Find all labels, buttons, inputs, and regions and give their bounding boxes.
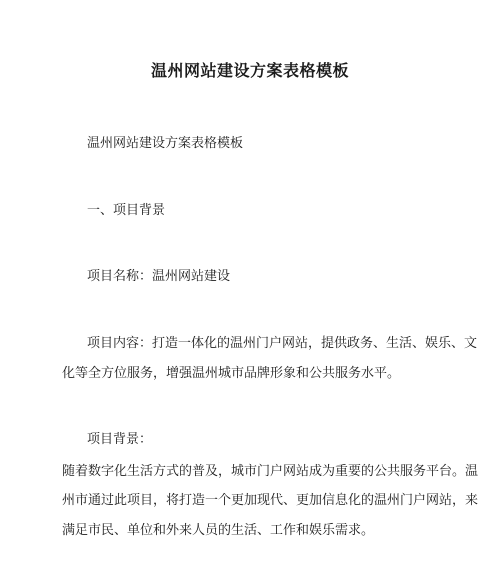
background-line-3: 满足市民、单位和外来人员的生活、工作和娱乐需求。 (62, 523, 375, 538)
project-content-line-2: 化等全方位服务，增强温州城市品牌形象和公共服务水平。 (62, 366, 401, 381)
background-line-2: 州市通过此项目，将打造一个更加现代、更加信息化的温州门户网站，来 (62, 493, 479, 508)
document-title: 温州网站建设方案表格模板 (150, 61, 349, 80)
section-heading-background: 一、项目背景 (87, 203, 166, 218)
background-label: 项目背景： (87, 432, 153, 447)
document-subtitle: 温州网站建设方案表格模板 (87, 136, 244, 151)
background-line-1: 随着数字化生活方式的普及，城市门户网站成为重要的公共服务平台。温 (62, 464, 479, 479)
project-name: 项目名称：温州网站建设 (87, 269, 231, 284)
project-content-line-1: 项目内容：打造一体化的温州门户网站，提供政务、生活、娱乐、文 (87, 336, 478, 351)
